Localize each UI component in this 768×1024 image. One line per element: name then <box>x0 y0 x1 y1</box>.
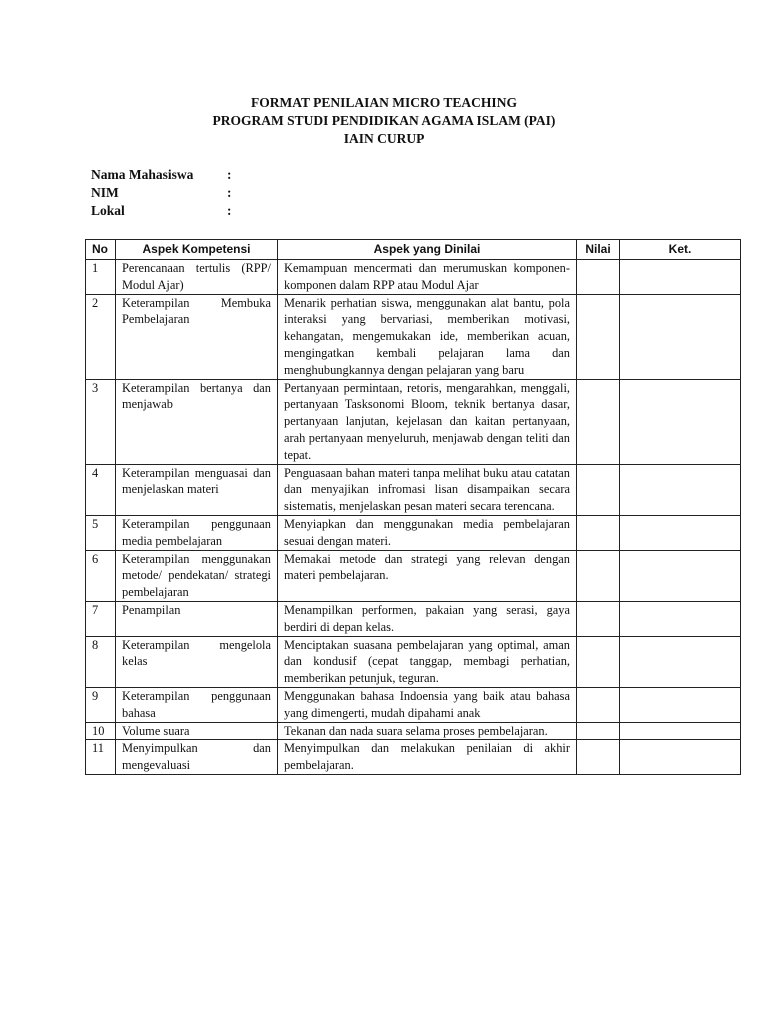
table-row <box>86 260 741 295</box>
table-row <box>86 515 741 550</box>
cell-ket <box>620 740 741 775</box>
field-separator: : <box>227 203 232 218</box>
cell-aspek-dinilai: Kemampuan mencermati dan merumuskan komponen-komponen dalam RPP atau Modul Ajar <box>278 260 577 295</box>
title-line-2: PROGRAM STUDI PENDIDIKAN AGAMA ISLAM (PAI) <box>212 113 556 128</box>
cell-aspek-dinilai: Menarik perhatian siswa, menggunakan alat bantu, pola interaksi yang bervariasi, memberikan motivasi, kehangatan, mengemukakan ide, memberikan acuan, mengingatkan kembali pelajaran lama dan menghubungkannya dengan pelajaran yang baru <box>278 294 577 379</box>
cell-nilai <box>577 636 620 687</box>
cell-no: 5 <box>86 515 116 550</box>
field-label: Nama Mahasiswa <box>91 167 194 182</box>
table-body <box>86 260 741 775</box>
field-separator: : <box>227 185 232 200</box>
field-label: Lokal <box>91 203 125 218</box>
cell-no: 2 <box>86 294 116 379</box>
cell-aspek-dinilai: Menggunakan bahasa Indoensia yang baik atau bahasa yang dimengerti, mudah dipahami anak <box>278 687 577 722</box>
cell-no: 7 <box>86 601 116 636</box>
cell-no: 4 <box>86 464 116 515</box>
cell-ket <box>620 260 741 295</box>
assessment-table <box>85 239 741 775</box>
column-header-nilai: Nilai <box>577 240 620 260</box>
cell-nilai <box>577 379 620 464</box>
cell-ket <box>620 464 741 515</box>
cell-ket <box>620 515 741 550</box>
cell-no: 1 <box>86 260 116 295</box>
title-line-3: IAIN CURUP <box>343 131 425 146</box>
title-line-1: FORMAT PENILAIAN MICRO TEACHING <box>251 95 517 110</box>
cell-no: 3 <box>86 379 116 464</box>
table-row <box>86 636 741 687</box>
cell-aspek-dinilai: Tekanan dan nada suara selama proses pembelajaran. <box>278 722 577 740</box>
cell-no: 10 <box>86 722 116 740</box>
cell-aspek-dinilai: Menyiapkan dan menggunakan media pembelajaran sesuai dengan materi. <box>278 515 577 550</box>
cell-aspek-dinilai: Menampilkan performen, pakaian yang serasi, gaya berdiri di depan kelas. <box>278 601 577 636</box>
table-row <box>86 464 741 515</box>
table-row <box>86 550 741 601</box>
cell-kompetensi: Perencanaan tertulis (RPP/ Modul Ajar) <box>116 260 278 295</box>
cell-aspek-dinilai: Menciptakan suasana pembelajaran yang optimal, aman dan kondusif (cepat tanggap, membagi perhatian, memberikan petunjuk, teguran. <box>278 636 577 687</box>
field-nama-mahasiswa <box>91 166 232 184</box>
identity-fields <box>91 166 232 220</box>
cell-ket <box>620 687 741 722</box>
cell-nilai <box>577 687 620 722</box>
cell-ket <box>620 550 741 601</box>
table-row <box>86 379 741 464</box>
cell-nilai <box>577 740 620 775</box>
cell-ket <box>620 294 741 379</box>
cell-aspek-dinilai: Pertanyaan permintaan, retoris, mengarahkan, menggali, pertanyaan Tasksonomi Bloom, teknik bertanya dasar, pertanyaan lanjutan, kejelasan dan kaitan pertanyaan, arah pertanyaan menyeluruh, menjawab dengan teliti dan tepat. <box>278 379 577 464</box>
cell-no: 6 <box>86 550 116 601</box>
cell-kompetensi: Keterampilan menggunakan metode/ pendekatan/ strategi pembelajaran <box>116 550 278 601</box>
cell-ket <box>620 379 741 464</box>
cell-no: 9 <box>86 687 116 722</box>
cell-nilai <box>577 722 620 740</box>
cell-nilai <box>577 464 620 515</box>
table-row <box>86 740 741 775</box>
cell-ket <box>620 636 741 687</box>
cell-nilai <box>577 601 620 636</box>
cell-no: 11 <box>86 740 116 775</box>
field-label: NIM <box>91 185 119 200</box>
cell-aspek-dinilai: Menyimpulkan dan melakukan penilaian di akhir pembelajaran. <box>278 740 577 775</box>
cell-kompetensi: Keterampilan penggunaan media pembelajaran <box>116 515 278 550</box>
cell-nilai <box>577 515 620 550</box>
cell-kompetensi: Menyimpulkan dan mengevaluasi <box>116 740 278 775</box>
cell-nilai <box>577 260 620 295</box>
field-lokal <box>91 202 232 220</box>
cell-kompetensi: Keterampilan Membuka Pembelajaran <box>116 294 278 379</box>
cell-kompetensi: Volume suara <box>116 722 278 740</box>
cell-ket <box>620 601 741 636</box>
table-header-row <box>86 240 741 260</box>
column-header-aspek-kompetensi: Aspek Kompetensi <box>116 240 278 260</box>
cell-aspek-dinilai: Penguasaan bahan materi tanpa melihat buku atau catatan dan menyajikan infromasi lisan disampaikan secara sistematis, menjelaskan pesan materi secara terencana. <box>278 464 577 515</box>
table-row <box>86 722 741 740</box>
column-header-aspek-dinilai: Aspek yang Dinilai <box>278 240 577 260</box>
cell-aspek-dinilai: Memakai metode dan strategi yang relevan dengan materi pembelajaran. <box>278 550 577 601</box>
field-nim <box>91 184 232 202</box>
cell-kompetensi: Keterampilan bertanya dan menjawab <box>116 379 278 464</box>
cell-kompetensi: Penampilan <box>116 601 278 636</box>
cell-ket <box>620 722 741 740</box>
field-separator: : <box>227 167 232 182</box>
table-row <box>86 687 741 722</box>
cell-nilai <box>577 294 620 379</box>
table-row <box>86 294 741 379</box>
column-header-ket: Ket. <box>620 240 741 260</box>
document-title <box>0 94 768 148</box>
cell-kompetensi: Keterampilan mengelola kelas <box>116 636 278 687</box>
column-header-no: No <box>86 240 116 260</box>
table-row <box>86 601 741 636</box>
cell-no: 8 <box>86 636 116 687</box>
cell-nilai <box>577 550 620 601</box>
cell-kompetensi: Keterampilan penggunaan bahasa <box>116 687 278 722</box>
cell-kompetensi: Keterampilan menguasai dan menjelaskan materi <box>116 464 278 515</box>
